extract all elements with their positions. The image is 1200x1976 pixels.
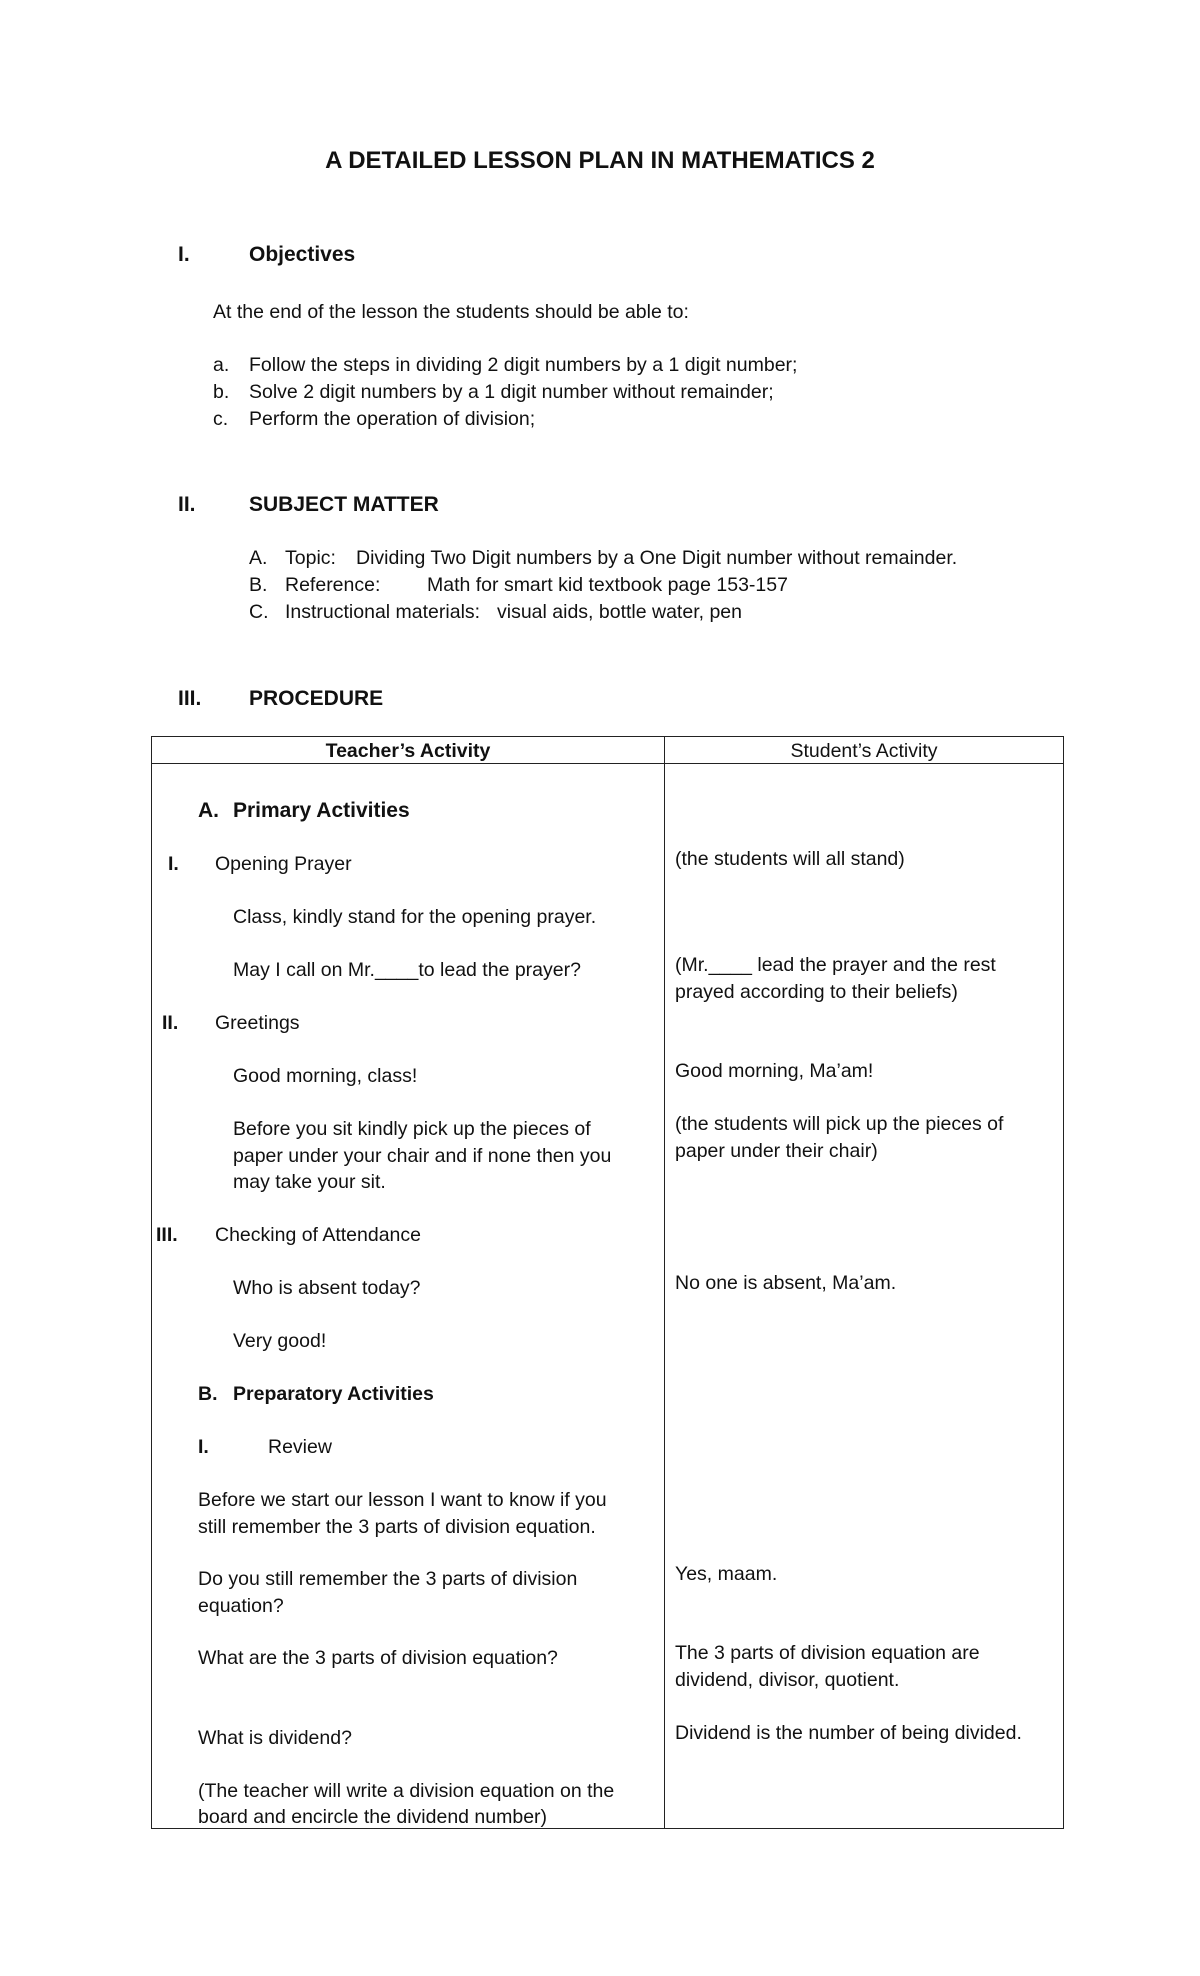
subject-matter-number: II. — [178, 493, 196, 516]
teacher-write-line: (The teacher will write a division equation on the — [198, 1780, 615, 1802]
subject-label: Instructional materials: — [285, 601, 481, 623]
attendance-label: Checking of Attendance — [215, 1224, 421, 1246]
teacher-parts-line: What are the 3 parts of division equation? — [198, 1647, 558, 1669]
objective-item: Follow the steps in dividing 2 digit numbers by a 1 digit number; — [249, 354, 798, 376]
teacher-pick-line: paper under your chair and if none then you — [233, 1145, 612, 1167]
subject-value: Math for smart kid textbook page 153-157 — [427, 574, 788, 596]
teacher-verygood-line: Very good! — [233, 1330, 327, 1352]
subject-label: Reference: — [285, 574, 381, 596]
teacher-dividend-line: What is dividend? — [198, 1727, 352, 1749]
teacher-before-line: still remember the 3 parts of division equation. — [198, 1516, 596, 1538]
preparatory-activities-marker: B. — [198, 1383, 218, 1405]
subject-matter-heading: SUBJECT MATTER — [249, 493, 439, 516]
teacher-activity-header: Teacher’s Activity — [325, 740, 491, 762]
attendance-number: III. — [156, 1224, 178, 1246]
teacher-stand-line: Class, kindly stand for the opening prayer. — [233, 906, 597, 928]
opening-prayer-number: I. — [168, 853, 179, 875]
subject-marker: B. — [249, 574, 268, 596]
teacher-remember-line: Do you still remember the 3 parts of division — [198, 1568, 578, 1590]
objective-item: Solve 2 digit numbers by a 1 digit number without remainder; — [249, 381, 774, 403]
primary-activities-label: Primary Activities — [233, 799, 410, 822]
teacher-remember-line: equation? — [198, 1595, 284, 1617]
student-pick-line: (the students will pick up the pieces of — [675, 1113, 1004, 1135]
student-yes-line: Yes, maam. — [675, 1563, 778, 1585]
preparatory-activities-label: Preparatory Activities — [233, 1383, 434, 1405]
student-prayer-line: (Mr.____ lead the prayer and the rest — [675, 954, 996, 976]
teacher-absent-line: Who is absent today? — [233, 1277, 421, 1299]
teacher-write-line: board and encircle the dividend number) — [198, 1806, 548, 1828]
review-label: Review — [268, 1436, 332, 1458]
student-parts-line: The 3 parts of division equation are — [675, 1642, 980, 1664]
student-prayer-line: prayed according to their beliefs) — [675, 981, 958, 1003]
student-stand-line: (the students will all stand) — [675, 848, 905, 870]
objective-marker: a. — [213, 354, 230, 376]
procedure-heading: PROCEDURE — [249, 687, 384, 710]
greetings-number: II. — [162, 1012, 179, 1034]
teacher-call-line: May I call on Mr.____to lead the prayer? — [233, 959, 581, 981]
procedure-table — [151, 736, 1064, 1829]
subject-value: visual aids, bottle water, pen — [497, 601, 742, 623]
primary-activities-marker: A. — [198, 799, 219, 822]
objective-marker: c. — [213, 408, 229, 430]
opening-prayer-label: Opening Prayer — [215, 853, 352, 875]
greetings-label: Greetings — [215, 1012, 300, 1034]
student-morning-line: Good morning, Ma’am! — [675, 1060, 874, 1082]
student-pick-line: paper under their chair) — [675, 1140, 878, 1162]
teacher-before-line: Before we start our lesson I want to know if you — [198, 1489, 607, 1511]
objective-marker: b. — [213, 381, 230, 403]
student-absent-line: No one is absent, Ma’am. — [675, 1272, 897, 1294]
procedure-number: III. — [178, 687, 202, 710]
document-title: A DETAILED LESSON PLAN IN MATHEMATICS 2 — [325, 147, 875, 174]
subject-value: Dividing Two Digit numbers by a One Digit number without remainder. — [356, 547, 958, 569]
objectives-intro: At the end of the lesson the students should be able to: — [213, 301, 689, 323]
teacher-pick-line: may take your sit. — [233, 1171, 386, 1193]
subject-marker: C. — [249, 601, 269, 623]
student-dividend-line: Dividend is the number of being divided. — [675, 1722, 1022, 1744]
student-parts-line: dividend, divisor, quotient. — [675, 1669, 900, 1691]
subject-marker: A. — [249, 547, 268, 569]
objectives-heading: Objectives — [249, 243, 356, 266]
objectives-number: I. — [178, 243, 190, 266]
teacher-morning-line: Good morning, class! — [233, 1065, 418, 1087]
objective-item: Perform the operation of division; — [249, 408, 536, 430]
teacher-pick-line: Before you sit kindly pick up the pieces of — [233, 1118, 591, 1140]
student-activity-header: Student’s Activity — [790, 740, 938, 762]
review-number: I. — [198, 1436, 209, 1458]
table-column-divider — [664, 737, 665, 1828]
subject-label: Topic: — [285, 547, 336, 569]
